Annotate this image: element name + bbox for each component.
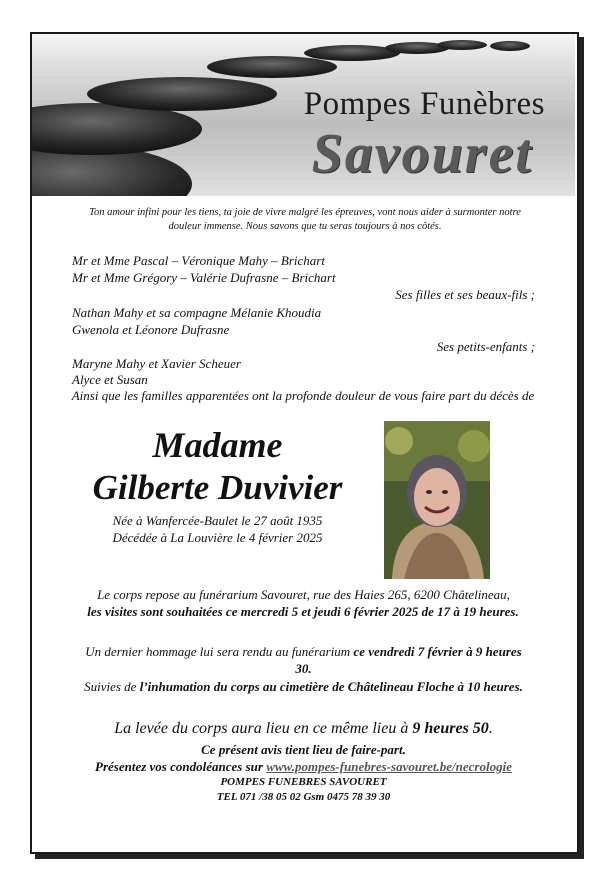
family-line-6: Alyce et Susan [72,372,148,387]
burial-text: Suivies de [84,679,140,694]
death-info: Décédée à La Louvière le 4 février 2025 [112,530,323,545]
burial-detail: l’inhumation du corps au cimetière de Châtelineau Floche à 10 heures. [139,679,523,694]
family-label-daughters: Ses filles et ses beaux-fils ; [395,287,535,302]
family-line-4: Gwenola et Léonore Dufrasne [72,322,230,337]
levee-info [60,720,547,737]
family-label-grandchildren: Ses petits-enfants ; [436,339,535,354]
family-line-1: Mr et Mme Pascal – Véronique Mahy – Brichart [72,253,325,268]
hommage-date: ce vendredi 7 février à 9 heures 30. [295,644,522,676]
deceased-portrait [384,421,490,579]
family-line-5: Maryne Mahy et Xavier Scheuer [72,356,241,371]
company-name: POMPES FUNEBRES SAVOURET [220,776,387,788]
burial-info [80,678,527,695]
deceased-name: Gilberte Duvivier [92,468,343,507]
levee-period: . [488,720,493,737]
repose-info: Le corps repose au funérarium Savouret, rue des Haies 265, 6200 Châtelineau, [97,587,510,602]
faire-part-note: Ce présent avis tient lieu de faire-part. [201,742,406,757]
brand-logo-savouret: Savouret [311,123,533,185]
necrology-link[interactable]: www.pompes-funebres-savouret.be/necrologie [266,759,512,774]
birth-info: Née à Wanfercée-Baulet le 27 août 1935 [112,513,323,528]
hommage-info [80,643,527,677]
family-line-2: Mr et Mme Grégory – Valérie Dufrasne – Brichart [72,270,336,285]
company-phone: TEL 071 /38 05 02 Gsm 0475 78 39 30 [216,791,391,803]
condolences-text: Présentez vos condoléances sur [95,759,267,774]
levee-time: 9 heures 50 [412,720,489,737]
brand-line-1: Pompes Funèbres [303,86,545,122]
family-line-3: Nathan Mahy et sa compagne Mélanie Khoudia [72,305,322,320]
visits-info: les visites sont souhaitées ce mercredi 5 et jeudi 6 février 2025 de 17 à 19 heures. [87,604,519,619]
header-banner [32,34,575,196]
memorial-quote: Ton amour infini pour les tiens, ta joie de vivre malgré les épreuves, vont nous aider à surmonter notre douleur immense. Nous savons que tu seras toujours à nos côtés. [89,207,521,232]
hommage-text: Un dernier hommage lui sera rendu au funérarium [85,644,354,659]
levee-text: La levée du corps aura lieu en ce même lieu à [114,720,413,737]
condolences-line [60,758,547,775]
announcement: Ainsi que les familles apparentées ont la profonde douleur de vous faire part du décès de [71,388,535,403]
deceased-title: Madame [152,425,283,465]
